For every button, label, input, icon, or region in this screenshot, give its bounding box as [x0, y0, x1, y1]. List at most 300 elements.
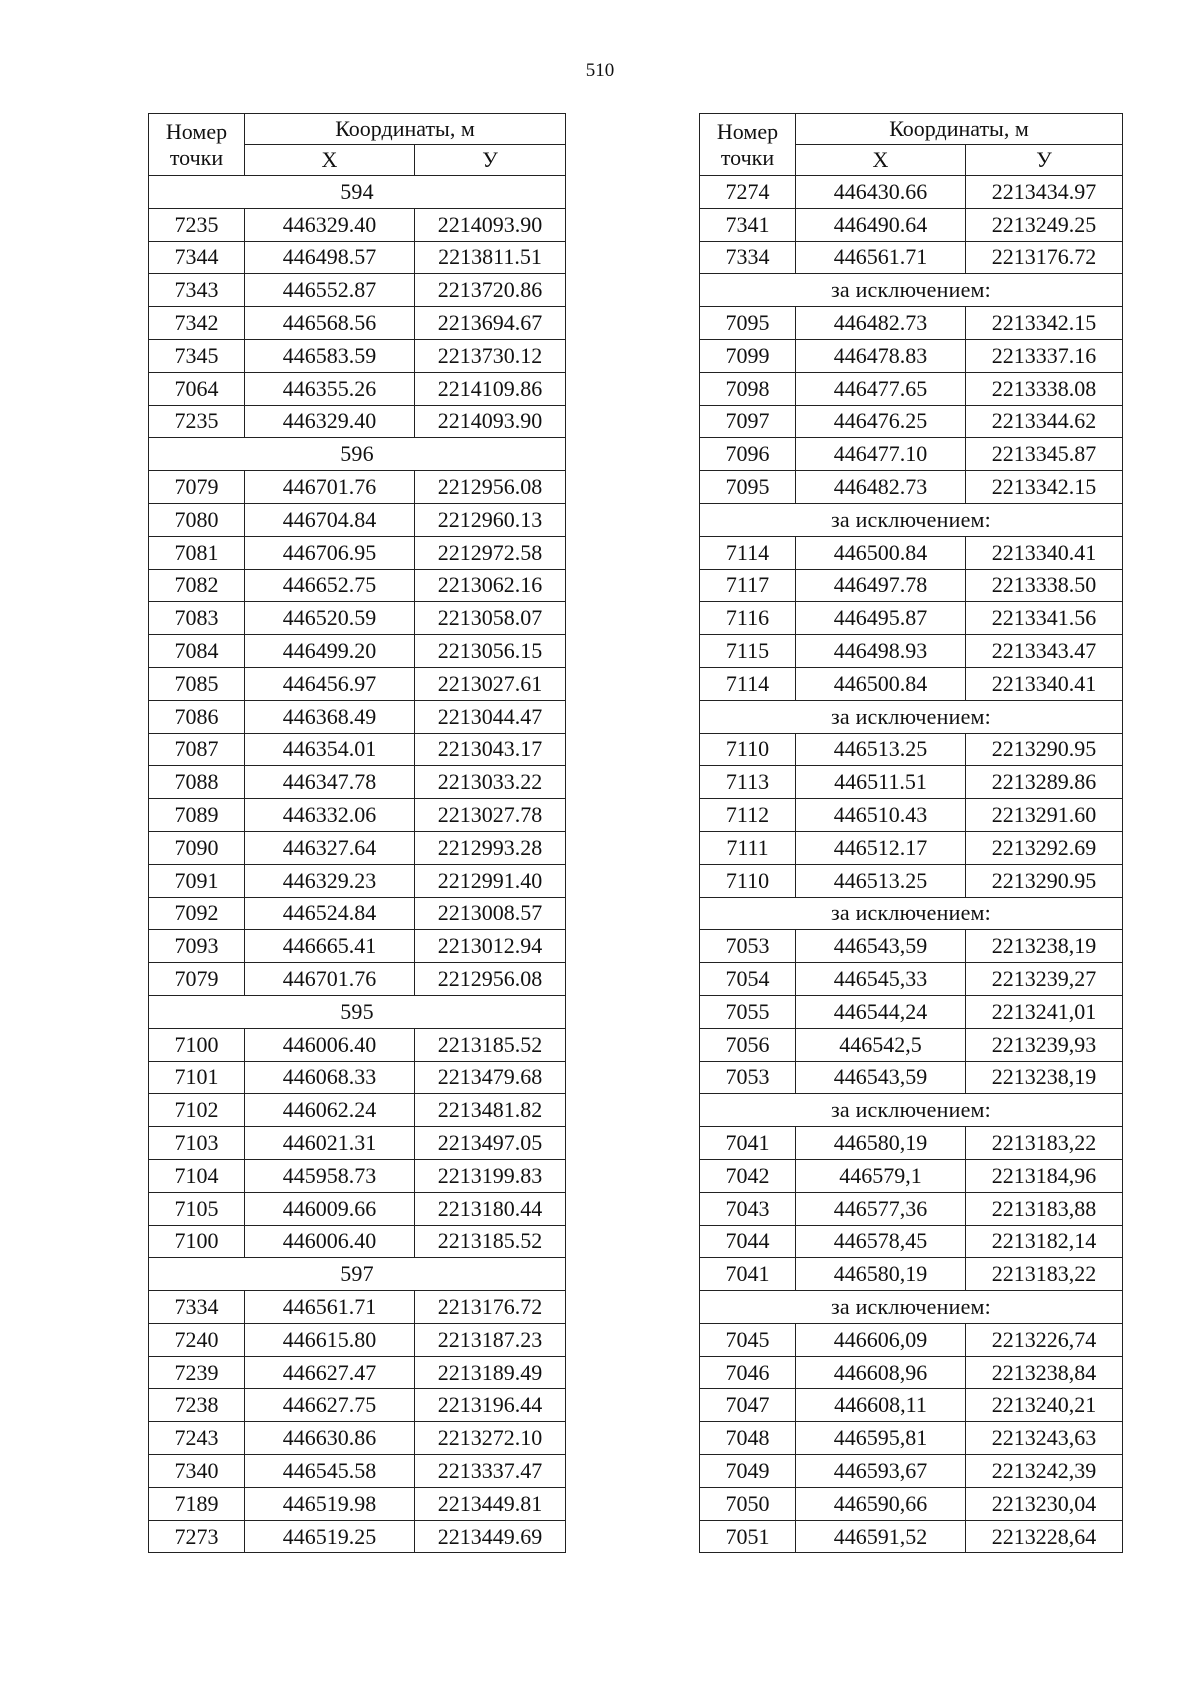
x-coordinate-cell: 446544,24: [796, 995, 966, 1028]
x-coordinate-cell: 446579,1: [796, 1159, 966, 1192]
point-number-cell: 7085: [149, 667, 245, 700]
point-number-cell: 7051: [700, 1520, 796, 1553]
y-coordinate-cell: 2214109.86: [415, 372, 566, 405]
point-number-cell: 7048: [700, 1422, 796, 1455]
section-label: 597: [149, 1258, 566, 1291]
table-row: [700, 667, 1123, 700]
table-row: [700, 569, 1123, 602]
x-coordinate-cell: 446513.25: [796, 864, 966, 897]
point-number-cell: 7090: [149, 831, 245, 864]
x-coordinate-cell: 446456.97: [245, 667, 415, 700]
section-row: [700, 274, 1123, 307]
y-coordinate-cell: 2213228,64: [966, 1520, 1123, 1553]
x-coordinate-cell: 446368.49: [245, 700, 415, 733]
section-label: 594: [149, 176, 566, 209]
y-coordinate-cell: 2213479.68: [415, 1061, 566, 1094]
y-coordinate-cell: 2213230,04: [966, 1487, 1123, 1520]
table-row: [700, 208, 1123, 241]
point-number-cell: 7092: [149, 897, 245, 930]
y-coordinate-cell: 2213176.72: [415, 1291, 566, 1324]
section-row: [700, 700, 1123, 733]
point-number-cell: 7095: [700, 471, 796, 504]
y-coordinate-cell: 2213185.52: [415, 1028, 566, 1061]
y-coordinate-cell: 2213062.16: [415, 569, 566, 602]
table-row: [149, 1291, 566, 1324]
x-coordinate-cell: 446477.65: [796, 372, 966, 405]
y-coordinate-cell: 2213183,88: [966, 1192, 1123, 1225]
x-coordinate-cell: 446704.84: [245, 503, 415, 536]
y-coordinate-cell: 2213337.47: [415, 1455, 566, 1488]
coordinates-table-left: [148, 113, 566, 1553]
point-number-cell: 7099: [700, 339, 796, 372]
table-row: [149, 930, 566, 963]
y-coordinate-cell: 2214093.90: [415, 208, 566, 241]
y-coordinate-cell: 2213811.51: [415, 241, 566, 274]
table-row: [149, 1520, 566, 1553]
point-number-cell: 7050: [700, 1487, 796, 1520]
table-row: [149, 569, 566, 602]
x-coordinate-cell: 446511.51: [796, 766, 966, 799]
x-coordinate-cell: 446543,59: [796, 930, 966, 963]
y-coordinate-cell: 2213189.49: [415, 1356, 566, 1389]
x-coordinate-cell: 446590,66: [796, 1487, 966, 1520]
y-coordinate-cell: 2213481.82: [415, 1094, 566, 1127]
x-coordinate-cell: 446513.25: [796, 733, 966, 766]
y-coordinate-cell: 2213342.15: [966, 471, 1123, 504]
x-coordinate-cell: 446347.78: [245, 766, 415, 799]
table-row: [700, 339, 1123, 372]
x-coordinate-cell: 446329.40: [245, 405, 415, 438]
table-body-left: [149, 176, 566, 1553]
x-coordinate-cell: 446490.64: [796, 208, 966, 241]
table-row: [700, 831, 1123, 864]
x-coordinate-cell: 446568.56: [245, 307, 415, 340]
point-number-cell: 7342: [149, 307, 245, 340]
table-row: [149, 864, 566, 897]
y-coordinate-cell: 2213044.47: [415, 700, 566, 733]
point-number-cell: 7095: [700, 307, 796, 340]
section-label: за исключением:: [700, 700, 1123, 733]
x-coordinate-cell: 446580,19: [796, 1258, 966, 1291]
y-coordinate-cell: 2213238,84: [966, 1356, 1123, 1389]
point-number-header: [700, 114, 796, 176]
y-coordinate-cell: 2213730.12: [415, 339, 566, 372]
point-number-cell: 7042: [700, 1159, 796, 1192]
table-row: [149, 1389, 566, 1422]
x-coordinate-cell: 446006.40: [245, 1028, 415, 1061]
x-coordinate-cell: 446615.80: [245, 1323, 415, 1356]
table-row: [149, 307, 566, 340]
x-coordinate-cell: 446580,19: [796, 1127, 966, 1160]
x-coordinate-cell: 446510.43: [796, 799, 966, 832]
point-number-cell: 7086: [149, 700, 245, 733]
y-coordinate-cell: 2212991.40: [415, 864, 566, 897]
x-coordinate-cell: 446329.23: [245, 864, 415, 897]
point-number-cell: 7041: [700, 1258, 796, 1291]
x-coordinate-cell: 446062.24: [245, 1094, 415, 1127]
x-coordinate-cell: 446701.76: [245, 963, 415, 996]
y-coordinate-cell: 2213184,96: [966, 1159, 1123, 1192]
y-coordinate-cell: 2213291.60: [966, 799, 1123, 832]
point-number-cell: 7043: [700, 1192, 796, 1225]
table-row: [149, 733, 566, 766]
y-coordinate-cell: 2213239,27: [966, 963, 1123, 996]
point-number-cell: 7083: [149, 602, 245, 635]
table-row: [700, 995, 1123, 1028]
table-row: [149, 1225, 566, 1258]
point-number-cell: 7102: [149, 1094, 245, 1127]
table-row: [700, 1258, 1123, 1291]
y-coordinate-cell: 2213694.67: [415, 307, 566, 340]
table-row: [149, 339, 566, 372]
table-row: [700, 930, 1123, 963]
x-coordinate-cell: 446329.40: [245, 208, 415, 241]
point-header-line2: точки: [720, 144, 775, 170]
table-row: [149, 635, 566, 668]
y-coordinate-cell: 2213199.83: [415, 1159, 566, 1192]
point-number-cell: 7081: [149, 536, 245, 569]
table-row: [149, 700, 566, 733]
point-number-cell: 7235: [149, 405, 245, 438]
y-coordinate-cell: 2213183,22: [966, 1258, 1123, 1291]
point-number-cell: 7097: [700, 405, 796, 438]
table-row: [700, 471, 1123, 504]
y-coordinate-cell: 2212972.58: [415, 536, 566, 569]
point-number-cell: 7047: [700, 1389, 796, 1422]
point-number-cell: 7240: [149, 1323, 245, 1356]
table-row: [149, 766, 566, 799]
point-number-cell: 7115: [700, 635, 796, 668]
x-coordinate-cell: 446021.31: [245, 1127, 415, 1160]
table-row: [700, 241, 1123, 274]
point-number-cell: 7046: [700, 1356, 796, 1389]
point-number-cell: 7104: [149, 1159, 245, 1192]
point-number-cell: 7334: [700, 241, 796, 274]
y-coordinate-cell: 2213340.41: [966, 536, 1123, 569]
y-coordinate-cell: 2213012.94: [415, 930, 566, 963]
point-number-cell: 7113: [700, 766, 796, 799]
table-row: [700, 1028, 1123, 1061]
point-number-cell: 7079: [149, 471, 245, 504]
point-number-cell: 7082: [149, 569, 245, 602]
y-coordinate-cell: 2213182,14: [966, 1225, 1123, 1258]
table-row: [149, 1356, 566, 1389]
x-coordinate-cell: 446561.71: [796, 241, 966, 274]
point-number-cell: 7054: [700, 963, 796, 996]
table-header: [700, 114, 1123, 176]
section-row: [149, 1258, 566, 1291]
point-number-cell: 7055: [700, 995, 796, 1028]
y-header: У: [966, 145, 1123, 176]
x-coordinate-cell: 446327.64: [245, 831, 415, 864]
y-coordinate-cell: 2213027.61: [415, 667, 566, 700]
table-row: [700, 963, 1123, 996]
section-row: [149, 995, 566, 1028]
x-coordinate-cell: 446498.93: [796, 635, 966, 668]
section-label: 595: [149, 995, 566, 1028]
coordinates-header: Координаты, м: [245, 114, 566, 145]
coordinates-header: Координаты, м: [796, 114, 1123, 145]
x-coordinate-cell: 446354.01: [245, 733, 415, 766]
table-row: [700, 1159, 1123, 1192]
y-coordinate-cell: 2213027.78: [415, 799, 566, 832]
table-row: [700, 1323, 1123, 1356]
y-header: У: [415, 145, 566, 176]
point-number-cell: 7274: [700, 176, 796, 209]
y-coordinate-cell: 2213008.57: [415, 897, 566, 930]
table-row: [700, 864, 1123, 897]
table-row: [149, 1159, 566, 1192]
point-number-cell: 7084: [149, 635, 245, 668]
point-number-cell: 7343: [149, 274, 245, 307]
point-number-cell: 7089: [149, 799, 245, 832]
table-row: [149, 963, 566, 996]
table-row: [149, 667, 566, 700]
y-coordinate-cell: 2213292.69: [966, 831, 1123, 864]
x-coordinate-cell: 446543,59: [796, 1061, 966, 1094]
section-label: за исключением:: [700, 1094, 1123, 1127]
y-coordinate-cell: 2213345.87: [966, 438, 1123, 471]
x-coordinate-cell: 446591,52: [796, 1520, 966, 1553]
x-coordinate-cell: 446627.47: [245, 1356, 415, 1389]
y-coordinate-cell: 2212956.08: [415, 963, 566, 996]
y-coordinate-cell: 2213720.86: [415, 274, 566, 307]
x-coordinate-cell: 446606,09: [796, 1323, 966, 1356]
table-row: [149, 799, 566, 832]
point-number-header: [149, 114, 245, 176]
x-header: Х: [245, 145, 415, 176]
y-coordinate-cell: 2213342.15: [966, 307, 1123, 340]
point-number-cell: 7056: [700, 1028, 796, 1061]
table-row: [149, 274, 566, 307]
point-number-cell: 7049: [700, 1455, 796, 1488]
point-number-cell: 7100: [149, 1225, 245, 1258]
y-coordinate-cell: 2213289.86: [966, 766, 1123, 799]
table-row: [149, 503, 566, 536]
table-row: [700, 635, 1123, 668]
point-number-cell: 7064: [149, 372, 245, 405]
x-coordinate-cell: 446068.33: [245, 1061, 415, 1094]
y-coordinate-cell: 2213196.44: [415, 1389, 566, 1422]
table-header: [149, 114, 566, 176]
y-coordinate-cell: 2213033.22: [415, 766, 566, 799]
y-coordinate-cell: 2213226,74: [966, 1323, 1123, 1356]
table-row: [149, 471, 566, 504]
y-coordinate-cell: 2213272.10: [415, 1422, 566, 1455]
y-coordinate-cell: 2213238,19: [966, 930, 1123, 963]
point-number-cell: 7091: [149, 864, 245, 897]
point-number-cell: 7243: [149, 1422, 245, 1455]
point-number-cell: 7114: [700, 536, 796, 569]
y-coordinate-cell: 2213338.08: [966, 372, 1123, 405]
y-coordinate-cell: 2213497.05: [415, 1127, 566, 1160]
point-number-cell: 7103: [149, 1127, 245, 1160]
table-row: [149, 1455, 566, 1488]
x-coordinate-cell: 446652.75: [245, 569, 415, 602]
y-coordinate-cell: 2213434.97: [966, 176, 1123, 209]
y-coordinate-cell: 2213338.50: [966, 569, 1123, 602]
y-coordinate-cell: 2213343.47: [966, 635, 1123, 668]
table-row: [149, 405, 566, 438]
y-coordinate-cell: 2213240,21: [966, 1389, 1123, 1422]
y-coordinate-cell: 2213180.44: [415, 1192, 566, 1225]
x-coordinate-cell: 446499.20: [245, 635, 415, 668]
table-row: [149, 1323, 566, 1356]
x-coordinate-cell: 446009.66: [245, 1192, 415, 1225]
x-coordinate-cell: 445958.73: [245, 1159, 415, 1192]
x-coordinate-cell: 446520.59: [245, 602, 415, 635]
y-coordinate-cell: 2213058.07: [415, 602, 566, 635]
table-row: [149, 1127, 566, 1160]
x-coordinate-cell: 446706.95: [245, 536, 415, 569]
section-row: [700, 503, 1123, 536]
y-coordinate-cell: 2213185.52: [415, 1225, 566, 1258]
table-row: [149, 1028, 566, 1061]
point-number-cell: 7238: [149, 1389, 245, 1422]
point-number-cell: 7079: [149, 963, 245, 996]
x-coordinate-cell: 446542,5: [796, 1028, 966, 1061]
table-row: [149, 897, 566, 930]
point-number-cell: 7044: [700, 1225, 796, 1258]
x-coordinate-cell: 446476.25: [796, 405, 966, 438]
point-number-cell: 7112: [700, 799, 796, 832]
x-coordinate-cell: 446519.98: [245, 1487, 415, 1520]
point-number-cell: 7341: [700, 208, 796, 241]
y-coordinate-cell: 2213249.25: [966, 208, 1123, 241]
point-number-cell: 7345: [149, 339, 245, 372]
y-coordinate-cell: 2213290.95: [966, 733, 1123, 766]
point-number-cell: 7045: [700, 1323, 796, 1356]
y-coordinate-cell: 2213449.69: [415, 1520, 566, 1553]
table-row: [149, 1094, 566, 1127]
point-number-cell: 7273: [149, 1520, 245, 1553]
x-coordinate-cell: 446524.84: [245, 897, 415, 930]
point-number-cell: 7041: [700, 1127, 796, 1160]
section-row: [149, 176, 566, 209]
table-row: [700, 307, 1123, 340]
x-header: Х: [796, 145, 966, 176]
table-row: [700, 405, 1123, 438]
y-coordinate-cell: 2214093.90: [415, 405, 566, 438]
y-coordinate-cell: 2212956.08: [415, 471, 566, 504]
table-row: [700, 1455, 1123, 1488]
table-row: [700, 1389, 1123, 1422]
page-number: 510: [585, 60, 615, 81]
x-coordinate-cell: 446545,33: [796, 963, 966, 996]
x-coordinate-cell: 446519.25: [245, 1520, 415, 1553]
x-coordinate-cell: 446608,96: [796, 1356, 966, 1389]
y-coordinate-cell: 2213340.41: [966, 667, 1123, 700]
x-coordinate-cell: 446583.59: [245, 339, 415, 372]
table-row: [700, 733, 1123, 766]
section-label: за исключением:: [700, 897, 1123, 930]
table-row: [700, 1061, 1123, 1094]
section-row: [700, 897, 1123, 930]
x-coordinate-cell: 446495.87: [796, 602, 966, 635]
y-coordinate-cell: 2213239,93: [966, 1028, 1123, 1061]
y-coordinate-cell: 2213183,22: [966, 1127, 1123, 1160]
point-number-cell: 7080: [149, 503, 245, 536]
x-coordinate-cell: 446595,81: [796, 1422, 966, 1455]
x-coordinate-cell: 446482.73: [796, 307, 966, 340]
x-coordinate-cell: 446552.87: [245, 274, 415, 307]
x-coordinate-cell: 446500.84: [796, 536, 966, 569]
point-number-cell: 7114: [700, 667, 796, 700]
point-number-cell: 7344: [149, 241, 245, 274]
section-label: за исключением:: [700, 274, 1123, 307]
table-row: [700, 176, 1123, 209]
point-number-cell: 7105: [149, 1192, 245, 1225]
table-row: [700, 1127, 1123, 1160]
point-number-cell: 7053: [700, 930, 796, 963]
point-number-cell: 7087: [149, 733, 245, 766]
table-row: [149, 536, 566, 569]
point-header-line1: Номер: [165, 118, 228, 144]
table-row: [700, 799, 1123, 832]
coordinates-table-right: [699, 113, 1123, 1553]
table-row: [700, 438, 1123, 471]
x-coordinate-cell: 446627.75: [245, 1389, 415, 1422]
y-coordinate-cell: 2213176.72: [966, 241, 1123, 274]
section-row: [700, 1094, 1123, 1127]
table-row: [700, 766, 1123, 799]
table-row: [149, 1061, 566, 1094]
x-coordinate-cell: 446701.76: [245, 471, 415, 504]
y-coordinate-cell: 2213241,01: [966, 995, 1123, 1028]
point-number-cell: 7189: [149, 1487, 245, 1520]
table-row: [149, 1192, 566, 1225]
x-coordinate-cell: 446593,67: [796, 1455, 966, 1488]
table-row: [700, 1192, 1123, 1225]
x-coordinate-cell: 446430.66: [796, 176, 966, 209]
point-number-cell: 7334: [149, 1291, 245, 1324]
table-row: [700, 1225, 1123, 1258]
x-coordinate-cell: 446578,45: [796, 1225, 966, 1258]
table-row: [149, 1487, 566, 1520]
y-coordinate-cell: 2213290.95: [966, 864, 1123, 897]
y-coordinate-cell: 2212993.28: [415, 831, 566, 864]
x-coordinate-cell: 446500.84: [796, 667, 966, 700]
point-number-cell: 7098: [700, 372, 796, 405]
table-row: [700, 1356, 1123, 1389]
point-number-cell: 7239: [149, 1356, 245, 1389]
x-coordinate-cell: 446482.73: [796, 471, 966, 504]
y-coordinate-cell: 2213238,19: [966, 1061, 1123, 1094]
table-row: [700, 1520, 1123, 1553]
table-row: [149, 1422, 566, 1455]
y-coordinate-cell: 2213056.15: [415, 635, 566, 668]
x-coordinate-cell: 446355.26: [245, 372, 415, 405]
y-coordinate-cell: 2213242,39: [966, 1455, 1123, 1488]
point-header-line2: точки: [169, 144, 224, 170]
point-header-line1: Номер: [716, 118, 779, 144]
x-coordinate-cell: 446608,11: [796, 1389, 966, 1422]
table-row: [149, 208, 566, 241]
table-row: [700, 372, 1123, 405]
y-coordinate-cell: 2213187.23: [415, 1323, 566, 1356]
section-label: за исключением:: [700, 503, 1123, 536]
x-coordinate-cell: 446497.78: [796, 569, 966, 602]
y-coordinate-cell: 2213337.16: [966, 339, 1123, 372]
y-coordinate-cell: 2213243,63: [966, 1422, 1123, 1455]
point-number-cell: 7101: [149, 1061, 245, 1094]
x-coordinate-cell: 446512.17: [796, 831, 966, 864]
y-coordinate-cell: 2213341.56: [966, 602, 1123, 635]
point-number-cell: 7096: [700, 438, 796, 471]
point-number-cell: 7235: [149, 208, 245, 241]
x-coordinate-cell: 446332.06: [245, 799, 415, 832]
x-coordinate-cell: 446561.71: [245, 1291, 415, 1324]
